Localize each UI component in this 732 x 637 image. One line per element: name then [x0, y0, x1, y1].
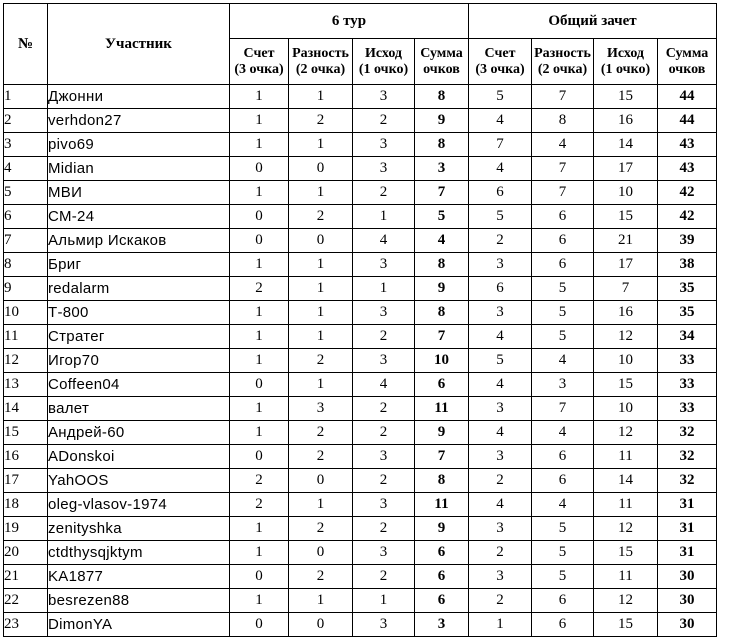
table-row	[4, 517, 717, 541]
tour-score-cell: 2	[230, 493, 289, 517]
participant-name-cell: МВИ	[48, 181, 230, 205]
tour-difference-cell: 2	[289, 565, 353, 589]
tour-score-cell: 1	[230, 541, 289, 565]
rank-cell: 16	[4, 445, 48, 469]
overall-score-cell: 3	[469, 517, 532, 541]
table-row	[4, 229, 717, 253]
overall-total-cell: 43	[658, 157, 717, 181]
overall-difference-cell: 4	[532, 421, 594, 445]
tour-outcome-cell: 2	[353, 469, 415, 493]
col-header-overall-total	[658, 39, 717, 85]
tour-difference-cell: 2	[289, 445, 353, 469]
overall-total-cell: 35	[658, 277, 717, 301]
tour-difference-cell: 3	[289, 397, 353, 421]
rank-cell: 18	[4, 493, 48, 517]
overall-total-cell: 31	[658, 493, 717, 517]
table-row	[4, 397, 717, 421]
overall-score-cell: 1	[469, 613, 532, 637]
tour-outcome-cell: 2	[353, 565, 415, 589]
table-row	[4, 85, 717, 109]
tour-total-cell: 7	[415, 445, 469, 469]
overall-total-cell: 35	[658, 301, 717, 325]
overall-outcome-cell: 14	[594, 469, 658, 493]
overall-outcome-cell: 12	[594, 325, 658, 349]
rank-cell: 3	[4, 133, 48, 157]
overall-total-cell: 30	[658, 613, 717, 637]
participant-name-cell: DimonYA	[48, 613, 230, 637]
overall-total-cell: 33	[658, 349, 717, 373]
col-header-line1: Сумма	[665, 45, 709, 61]
overall-total-cell: 44	[658, 85, 717, 109]
participant-name-cell: Т-800	[48, 301, 230, 325]
table-row	[4, 109, 717, 133]
table-row	[4, 325, 717, 349]
participant-name-cell: Стратег	[48, 325, 230, 349]
overall-outcome-cell: 17	[594, 157, 658, 181]
overall-total-cell: 32	[658, 445, 717, 469]
tour-outcome-cell: 2	[353, 517, 415, 541]
tour-outcome-cell: 1	[353, 205, 415, 229]
table-row	[4, 133, 717, 157]
overall-total-cell: 38	[658, 253, 717, 277]
rank-cell: 7	[4, 229, 48, 253]
col-header-line1: Сумма	[420, 45, 463, 61]
col-header-tour-total	[415, 39, 469, 85]
tour-total-cell: 5	[415, 205, 469, 229]
overall-outcome-cell: 16	[594, 301, 658, 325]
overall-score-cell: 2	[469, 229, 532, 253]
tour-difference-cell: 1	[289, 85, 353, 109]
overall-difference-cell: 7	[532, 85, 594, 109]
participant-name-cell: Midian	[48, 157, 230, 181]
overall-score-cell: 2	[469, 541, 532, 565]
overall-score-cell: 6	[469, 277, 532, 301]
rank-cell: 14	[4, 397, 48, 421]
table-row	[4, 565, 717, 589]
overall-total-cell: 33	[658, 373, 717, 397]
tour-difference-cell: 1	[289, 133, 353, 157]
tour-outcome-cell: 1	[353, 589, 415, 613]
participant-name-cell: СМ-24	[48, 205, 230, 229]
overall-outcome-cell: 15	[594, 85, 658, 109]
tour-total-cell: 9	[415, 109, 469, 133]
overall-total-cell: 42	[658, 205, 717, 229]
overall-difference-cell: 6	[532, 469, 594, 493]
group-header-tour: 6 тур	[230, 4, 469, 39]
rank-cell: 6	[4, 205, 48, 229]
tour-difference-cell: 1	[289, 589, 353, 613]
overall-score-cell: 4	[469, 373, 532, 397]
overall-outcome-cell: 15	[594, 541, 658, 565]
tour-difference-cell: 1	[289, 493, 353, 517]
table-row	[4, 373, 717, 397]
table-row	[4, 253, 717, 277]
overall-difference-cell: 4	[532, 349, 594, 373]
col-header-line2: очков	[423, 61, 460, 77]
tour-outcome-cell: 3	[353, 85, 415, 109]
overall-difference-cell: 8	[532, 109, 594, 133]
col-header-line2: (2 очка)	[537, 61, 588, 77]
rank-cell: 8	[4, 253, 48, 277]
table-row	[4, 421, 717, 445]
tour-score-cell: 1	[230, 349, 289, 373]
tour-score-cell: 2	[230, 469, 289, 493]
tour-score-cell: 1	[230, 325, 289, 349]
tour-total-cell: 11	[415, 397, 469, 421]
tour-score-cell: 0	[230, 205, 289, 229]
tour-total-cell: 11	[415, 493, 469, 517]
table-row	[4, 157, 717, 181]
tour-total-cell: 6	[415, 589, 469, 613]
tour-score-cell: 1	[230, 181, 289, 205]
overall-outcome-cell: 7	[594, 277, 658, 301]
overall-outcome-cell: 14	[594, 133, 658, 157]
tour-score-cell: 1	[230, 253, 289, 277]
tour-difference-cell: 1	[289, 253, 353, 277]
tour-outcome-cell: 4	[353, 373, 415, 397]
table-row	[4, 469, 717, 493]
tour-total-cell: 10	[415, 349, 469, 373]
overall-score-cell: 4	[469, 325, 532, 349]
overall-outcome-cell: 15	[594, 613, 658, 637]
table-row	[4, 445, 717, 469]
overall-outcome-cell: 11	[594, 493, 658, 517]
tour-outcome-cell: 2	[353, 421, 415, 445]
col-header-line1: Счет	[243, 45, 275, 61]
tour-score-cell: 1	[230, 517, 289, 541]
overall-difference-cell: 6	[532, 205, 594, 229]
participant-name-cell: Альмир Искаков	[48, 229, 230, 253]
tour-score-cell: 1	[230, 109, 289, 133]
tour-difference-cell: 0	[289, 541, 353, 565]
tour-difference-cell: 1	[289, 301, 353, 325]
table-row	[4, 613, 717, 637]
tour-outcome-cell: 3	[353, 157, 415, 181]
tour-difference-cell: 0	[289, 229, 353, 253]
overall-total-cell: 31	[658, 517, 717, 541]
rank-cell: 5	[4, 181, 48, 205]
col-header-number: №	[4, 4, 48, 85]
overall-score-cell: 4	[469, 109, 532, 133]
overall-total-cell: 44	[658, 109, 717, 133]
tour-total-cell: 6	[415, 373, 469, 397]
overall-score-cell: 4	[469, 157, 532, 181]
tour-outcome-cell: 1	[353, 277, 415, 301]
tour-outcome-cell: 3	[353, 613, 415, 637]
col-header-line2: (1 очко)	[358, 61, 409, 77]
overall-total-cell: 42	[658, 181, 717, 205]
tour-outcome-cell: 3	[353, 133, 415, 157]
col-header-line1: Разность	[292, 45, 349, 61]
tour-total-cell: 7	[415, 181, 469, 205]
participant-name-cell: besrezen88	[48, 589, 230, 613]
participant-name-cell: redalarm	[48, 277, 230, 301]
participant-name-cell: pivo69	[48, 133, 230, 157]
participant-name-cell: валет	[48, 397, 230, 421]
participant-name-cell: Бриг	[48, 253, 230, 277]
tour-score-cell: 0	[230, 565, 289, 589]
overall-score-cell: 7	[469, 133, 532, 157]
tour-outcome-cell: 2	[353, 109, 415, 133]
overall-difference-cell: 4	[532, 493, 594, 517]
tour-total-cell: 8	[415, 85, 469, 109]
rank-cell: 17	[4, 469, 48, 493]
overall-total-cell: 32	[658, 421, 717, 445]
overall-outcome-cell: 11	[594, 445, 658, 469]
overall-score-cell: 2	[469, 589, 532, 613]
overall-total-cell: 39	[658, 229, 717, 253]
col-header-tour-difference	[289, 39, 353, 85]
table-row	[4, 541, 717, 565]
col-header-line2: (3 очка)	[475, 61, 525, 77]
overall-total-cell: 43	[658, 133, 717, 157]
overall-outcome-cell: 16	[594, 109, 658, 133]
tour-total-cell: 7	[415, 325, 469, 349]
tour-difference-cell: 2	[289, 109, 353, 133]
rank-cell: 12	[4, 349, 48, 373]
participant-name-cell: Coffeen04	[48, 373, 230, 397]
overall-score-cell: 3	[469, 445, 532, 469]
overall-difference-cell: 5	[532, 565, 594, 589]
rank-cell: 20	[4, 541, 48, 565]
tour-score-cell: 0	[230, 229, 289, 253]
table-row	[4, 205, 717, 229]
overall-difference-cell: 7	[532, 181, 594, 205]
tour-total-cell: 9	[415, 517, 469, 541]
overall-total-cell: 34	[658, 325, 717, 349]
overall-score-cell: 4	[469, 493, 532, 517]
tour-outcome-cell: 2	[353, 397, 415, 421]
tour-score-cell: 1	[230, 301, 289, 325]
participant-name-cell: Джонни	[48, 85, 230, 109]
tour-outcome-cell: 3	[353, 541, 415, 565]
rank-cell: 22	[4, 589, 48, 613]
overall-score-cell: 3	[469, 397, 532, 421]
table-row	[4, 589, 717, 613]
col-header-participant: Участник	[48, 4, 230, 85]
col-header-overall-score	[469, 39, 532, 85]
rank-cell: 11	[4, 325, 48, 349]
tour-score-cell: 1	[230, 133, 289, 157]
overall-difference-cell: 5	[532, 301, 594, 325]
overall-difference-cell: 6	[532, 229, 594, 253]
tour-outcome-cell: 3	[353, 349, 415, 373]
overall-outcome-cell: 12	[594, 421, 658, 445]
col-header-line2: (3 очка)	[234, 61, 284, 77]
tour-outcome-cell: 3	[353, 253, 415, 277]
tour-outcome-cell: 2	[353, 325, 415, 349]
tour-difference-cell: 2	[289, 421, 353, 445]
overall-outcome-cell: 21	[594, 229, 658, 253]
overall-outcome-cell: 15	[594, 205, 658, 229]
overall-difference-cell: 6	[532, 589, 594, 613]
col-header-line1: Счет	[484, 45, 516, 61]
overall-difference-cell: 6	[532, 613, 594, 637]
tour-difference-cell: 1	[289, 373, 353, 397]
col-header-line1: Исход	[606, 45, 645, 61]
participant-name-cell: KA1877	[48, 565, 230, 589]
participant-name-cell: ctdthysqjktym	[48, 541, 230, 565]
participant-name-cell: Игор70	[48, 349, 230, 373]
tour-score-cell: 2	[230, 277, 289, 301]
tour-total-cell: 3	[415, 613, 469, 637]
participant-name-cell: oleg-vlasov-1974	[48, 493, 230, 517]
col-header-tour-score	[230, 39, 289, 85]
rank-cell: 13	[4, 373, 48, 397]
tour-outcome-cell: 3	[353, 301, 415, 325]
overall-difference-cell: 5	[532, 517, 594, 541]
overall-total-cell: 33	[658, 397, 717, 421]
tour-total-cell: 8	[415, 253, 469, 277]
overall-score-cell: 4	[469, 421, 532, 445]
overall-total-cell: 30	[658, 589, 717, 613]
rank-cell: 1	[4, 85, 48, 109]
tour-difference-cell: 2	[289, 205, 353, 229]
participant-name-cell: zenityshka	[48, 517, 230, 541]
tour-score-cell: 1	[230, 397, 289, 421]
table-row	[4, 349, 717, 373]
table-body	[4, 85, 717, 637]
overall-difference-cell: 6	[532, 445, 594, 469]
overall-total-cell: 32	[658, 469, 717, 493]
group-header-overall: Общий зачет	[469, 4, 717, 39]
overall-difference-cell: 3	[532, 373, 594, 397]
table-row	[4, 181, 717, 205]
col-header-overall-difference	[532, 39, 594, 85]
overall-total-cell: 31	[658, 541, 717, 565]
overall-outcome-cell: 15	[594, 373, 658, 397]
tour-score-cell: 0	[230, 445, 289, 469]
overall-score-cell: 5	[469, 85, 532, 109]
col-header-line2: очков	[668, 61, 706, 77]
tour-total-cell: 6	[415, 541, 469, 565]
overall-score-cell: 6	[469, 181, 532, 205]
tour-difference-cell: 1	[289, 325, 353, 349]
overall-score-cell: 3	[469, 253, 532, 277]
overall-total-cell: 30	[658, 565, 717, 589]
participant-name-cell: verhdon27	[48, 109, 230, 133]
tour-score-cell: 0	[230, 157, 289, 181]
tour-total-cell: 8	[415, 301, 469, 325]
tour-score-cell: 0	[230, 373, 289, 397]
rank-cell: 15	[4, 421, 48, 445]
tour-score-cell: 1	[230, 421, 289, 445]
overall-outcome-cell: 10	[594, 181, 658, 205]
overall-difference-cell: 5	[532, 325, 594, 349]
overall-outcome-cell: 10	[594, 349, 658, 373]
tour-total-cell: 8	[415, 469, 469, 493]
overall-difference-cell: 7	[532, 157, 594, 181]
rank-cell: 9	[4, 277, 48, 301]
tour-difference-cell: 1	[289, 181, 353, 205]
participant-name-cell: Андрей-60	[48, 421, 230, 445]
tour-difference-cell: 1	[289, 277, 353, 301]
table-header	[4, 4, 717, 85]
rank-cell: 2	[4, 109, 48, 133]
tour-total-cell: 3	[415, 157, 469, 181]
overall-difference-cell: 7	[532, 397, 594, 421]
tour-score-cell: 1	[230, 85, 289, 109]
rank-cell: 10	[4, 301, 48, 325]
tour-difference-cell: 2	[289, 517, 353, 541]
overall-score-cell: 5	[469, 349, 532, 373]
tour-score-cell: 1	[230, 589, 289, 613]
standings-table	[3, 3, 717, 637]
col-header-tour-outcome	[353, 39, 415, 85]
rank-cell: 19	[4, 517, 48, 541]
tour-total-cell: 9	[415, 277, 469, 301]
tour-difference-cell: 0	[289, 613, 353, 637]
table-row	[4, 493, 717, 517]
overall-outcome-cell: 12	[594, 517, 658, 541]
tour-total-cell: 9	[415, 421, 469, 445]
rank-cell: 23	[4, 613, 48, 637]
overall-difference-cell: 5	[532, 541, 594, 565]
tour-total-cell: 4	[415, 229, 469, 253]
tour-score-cell: 0	[230, 613, 289, 637]
rank-cell: 21	[4, 565, 48, 589]
col-header-line1: Разность	[534, 45, 591, 61]
overall-difference-cell: 6	[532, 253, 594, 277]
tour-difference-cell: 0	[289, 469, 353, 493]
tour-total-cell: 6	[415, 565, 469, 589]
overall-score-cell: 2	[469, 469, 532, 493]
col-header-line2: (2 очка)	[295, 61, 346, 77]
tour-outcome-cell: 3	[353, 445, 415, 469]
rank-cell: 4	[4, 157, 48, 181]
overall-outcome-cell: 10	[594, 397, 658, 421]
overall-score-cell: 3	[469, 565, 532, 589]
col-header-overall-outcome	[594, 39, 658, 85]
col-header-line1: Исход	[364, 45, 403, 61]
tour-outcome-cell: 4	[353, 229, 415, 253]
overall-outcome-cell: 17	[594, 253, 658, 277]
participant-name-cell: ADonskoi	[48, 445, 230, 469]
overall-outcome-cell: 12	[594, 589, 658, 613]
overall-outcome-cell: 11	[594, 565, 658, 589]
tour-total-cell: 8	[415, 133, 469, 157]
overall-difference-cell: 4	[532, 133, 594, 157]
participant-name-cell: YahOOS	[48, 469, 230, 493]
overall-score-cell: 5	[469, 205, 532, 229]
overall-difference-cell: 5	[532, 277, 594, 301]
tour-difference-cell: 2	[289, 349, 353, 373]
col-header-line2: (1 очко)	[600, 61, 651, 77]
tour-outcome-cell: 3	[353, 493, 415, 517]
tour-difference-cell: 0	[289, 157, 353, 181]
table-row	[4, 301, 717, 325]
tour-outcome-cell: 2	[353, 181, 415, 205]
overall-score-cell: 3	[469, 301, 532, 325]
table-row	[4, 277, 717, 301]
